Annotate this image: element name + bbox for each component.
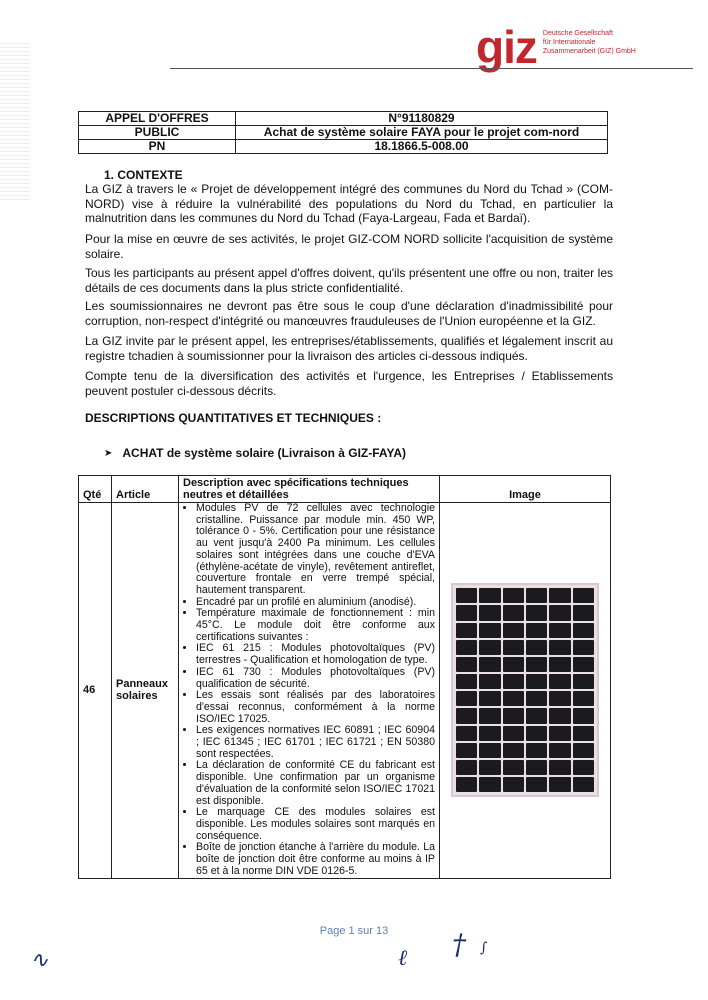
table-row xyxy=(79,140,608,154)
solar-cell xyxy=(573,708,594,723)
solar-cell xyxy=(549,708,570,723)
table-header-row xyxy=(79,476,611,503)
solar-cell xyxy=(526,623,547,638)
spec-item: • Les essais sont réalisés par des laboratoires d'essai reconnus, conformément à la norme ISO/IEC 17025. xyxy=(196,690,435,725)
solar-cell xyxy=(526,743,547,758)
solar-cell xyxy=(456,605,477,620)
solar-cell xyxy=(503,657,524,672)
solar-cell xyxy=(549,623,570,638)
item-article: Panneaux solaires xyxy=(112,503,179,879)
subsection-title: ACHAT de système solaire (Livraison à GIZ-FAYA) xyxy=(122,446,407,460)
solar-cell xyxy=(456,743,477,758)
logo-mark: giz xyxy=(476,21,537,73)
solar-cell xyxy=(526,708,547,723)
solar-cell xyxy=(526,760,547,775)
scan-artifact xyxy=(0,40,30,200)
logo-line: für Internationale xyxy=(542,39,596,46)
solar-cell xyxy=(526,657,547,672)
offer-value: Achat de système solaire FAYA pour le projet com-nord xyxy=(236,126,608,140)
solar-cell xyxy=(503,623,524,638)
header-description: Description avec spécifications techniques neutres et détaillées xyxy=(179,476,440,503)
items-table xyxy=(78,475,611,879)
solar-cell xyxy=(549,726,570,741)
solar-cell xyxy=(456,691,477,706)
solar-cell xyxy=(479,674,500,689)
paragraph: Les soumissionnaires ne devront pas être sous le coup d'une déclaration d'inadmissibilité pour corruption, non-respect d'intégrité ou manœuvres frauduleuses de l'Union européenne et la GIZ. xyxy=(85,299,613,328)
solar-cell xyxy=(549,760,570,775)
solar-cell xyxy=(479,726,500,741)
solar-cell xyxy=(549,777,570,792)
solar-cell xyxy=(549,743,570,758)
spec-item: • Boîte de jonction étanche à l'arrière du module. La boîte de jonction doit être conforme au moins à IP 65 et à la norme DIN VDE 0126-5. xyxy=(196,842,435,877)
handwritten-initials: ℓ xyxy=(398,946,408,971)
offer-value: N°91180829 xyxy=(236,112,608,126)
solar-cell xyxy=(503,588,524,603)
solar-cell xyxy=(503,777,524,792)
spec-item: • Température maximale de fonctionnement : min 45°C. Le module doit être conforme aux certifications suivantes : xyxy=(196,608,435,643)
offer-label: PUBLIC xyxy=(79,126,236,140)
solar-cell xyxy=(526,726,547,741)
spec-list xyxy=(183,503,435,878)
solar-cell xyxy=(573,726,594,741)
solar-cell xyxy=(573,623,594,638)
paragraph: Tous les participants au présent appel d'offres doivent, qu'ils présentent une offre ou non, traiter les détails de ces documents dans la plus stricte confidentialité. xyxy=(85,266,613,295)
solar-cell xyxy=(479,760,500,775)
logo-text xyxy=(543,29,636,56)
solar-cell xyxy=(573,743,594,758)
page-footer: Page 1 sur 13 xyxy=(319,925,389,937)
table-row xyxy=(79,503,611,879)
solar-cell xyxy=(526,588,547,603)
solar-cell xyxy=(479,708,500,723)
paragraph: La GIZ à travers le « Projet de développement intégré des communes du Nord du Tchad » (COM-NORD) vise à réduire la vulnérabilité des populations du Nord du Tchad, en particulier la malnutrition dans les communes du Nord du Tchad (Faya-Largeau, Fada et Bardaï). xyxy=(85,182,613,225)
solar-cell xyxy=(456,777,477,792)
solar-cell xyxy=(456,760,477,775)
solar-cell xyxy=(503,708,524,723)
solar-cell xyxy=(573,640,594,655)
spec-item: • Les exigences normatives IEC 60891 ; IEC 60904 ; IEC 61345 ; IEC 61701 ; IEC 61721 ; EN 50380 sont respectées. xyxy=(196,725,435,760)
header-divider xyxy=(170,68,693,69)
solar-cell xyxy=(503,726,524,741)
arrow-bullet-icon: ➤ xyxy=(104,447,113,459)
solar-cell xyxy=(549,657,570,672)
offer-value: 18.1866.5-008.00 xyxy=(236,140,608,154)
offer-label: PN xyxy=(79,140,236,154)
solar-cell xyxy=(549,674,570,689)
table-row xyxy=(79,126,608,140)
solar-cell xyxy=(503,674,524,689)
solar-cell xyxy=(526,777,547,792)
subsection-heading xyxy=(104,446,406,460)
handwritten-initials: † xyxy=(452,928,466,961)
spec-item: • La déclaration de conformité CE du fabricant est disponible. Une confirmation par un organisme d'évaluation de la conformité selon ISO/IEC 17021 est disponible. xyxy=(196,760,435,807)
solar-cell xyxy=(526,640,547,655)
solar-cell xyxy=(479,777,500,792)
solar-cell xyxy=(573,777,594,792)
solar-panel-image xyxy=(451,583,599,797)
solar-cell xyxy=(573,691,594,706)
solar-cell xyxy=(479,623,500,638)
solar-cell xyxy=(573,605,594,620)
solar-cell xyxy=(573,588,594,603)
logo-line: Zusammenarbeit (GIZ) GmbH xyxy=(542,48,636,55)
solar-cell xyxy=(479,640,500,655)
solar-cell xyxy=(456,726,477,741)
solar-cell xyxy=(526,691,547,706)
solar-cell xyxy=(549,640,570,655)
handwritten-initials: ∿ xyxy=(30,948,49,973)
paragraph: La GIZ invite par le présent appel, les entreprises/établissements, qualifiés et légalement inscrit au registre tchadien à soumissionner pour la livraison des articles ci-dessous indiqués. xyxy=(85,334,613,363)
solar-cell xyxy=(549,588,570,603)
solar-cell xyxy=(573,657,594,672)
solar-cell xyxy=(479,588,500,603)
section-title: 1. CONTEXTE xyxy=(104,168,183,182)
solar-cell xyxy=(526,674,547,689)
spec-item: • IEC 61 730 : Modules photovoltaïques (PV) qualification de sécurité. xyxy=(196,667,435,690)
solar-cell xyxy=(503,640,524,655)
solar-cell xyxy=(503,743,524,758)
solar-cell xyxy=(456,588,477,603)
solar-cell xyxy=(479,657,500,672)
solar-cell xyxy=(479,743,500,758)
solar-cell xyxy=(503,760,524,775)
giz-logo xyxy=(476,21,636,73)
spec-item: • Encadré par un profilé en aluminium (anodisé). xyxy=(196,597,435,609)
spec-item: • IEC 61 215 : Modules photovoltaïques (PV) terrestres - Qualification et homologation de type. xyxy=(196,643,435,666)
solar-cell xyxy=(456,640,477,655)
solar-cell xyxy=(526,605,547,620)
offer-info-table xyxy=(78,111,608,154)
solar-cell xyxy=(456,623,477,638)
paragraph: Pour la mise en œuvre de ses activités, le projet GIZ-COM NORD sollicite l'acquisition de système solaire. xyxy=(85,232,613,261)
spec-item: • Le marquage CE des modules solaires est disponible. Les modules solaires sont marqués en conséquence. xyxy=(196,807,435,842)
header-image: Image xyxy=(440,476,611,503)
solar-cell xyxy=(456,708,477,723)
solar-cell xyxy=(549,605,570,620)
table-row xyxy=(79,112,608,126)
header-article: Article xyxy=(112,476,179,503)
item-description xyxy=(179,503,440,879)
header-qte: Qté xyxy=(79,476,112,503)
item-image-cell xyxy=(440,503,611,879)
solar-cell xyxy=(503,605,524,620)
solar-cell xyxy=(479,691,500,706)
solar-cell xyxy=(456,657,477,672)
solar-cell xyxy=(549,691,570,706)
spec-item: • Modules PV de 72 cellules avec technologie cristalline. Puissance par module min. 450 WP, tolérance 0 - 5%. Certification pour une résistance au vent jusqu'à 2400 Pa minimum. Les cellules solaires sont intégrées dans une couche d'EVA (éthylène-acétate de vinyle), revêtement antireflet, couverture frontale en verre trempé spécial, hautement transparent. xyxy=(196,503,435,597)
offer-label: APPEL D'OFFRES xyxy=(79,112,236,126)
handwritten-initials: ∫ xyxy=(480,940,488,956)
solar-cell xyxy=(573,760,594,775)
solar-cell xyxy=(573,674,594,689)
solar-cell xyxy=(479,605,500,620)
item-qte: 46 xyxy=(79,503,112,879)
solar-cell xyxy=(456,674,477,689)
descriptions-heading: DESCRIPTIONS QUANTITATIVES ET TECHNIQUES : xyxy=(85,411,382,425)
logo-line: Deutsche Gesellschaft xyxy=(542,30,613,37)
paragraph: Compte tenu de la diversification des activités et l'urgence, les Entreprises / Etablissements peuvent postuler ci-dessous décrits. xyxy=(85,369,613,398)
solar-cell xyxy=(503,691,524,706)
